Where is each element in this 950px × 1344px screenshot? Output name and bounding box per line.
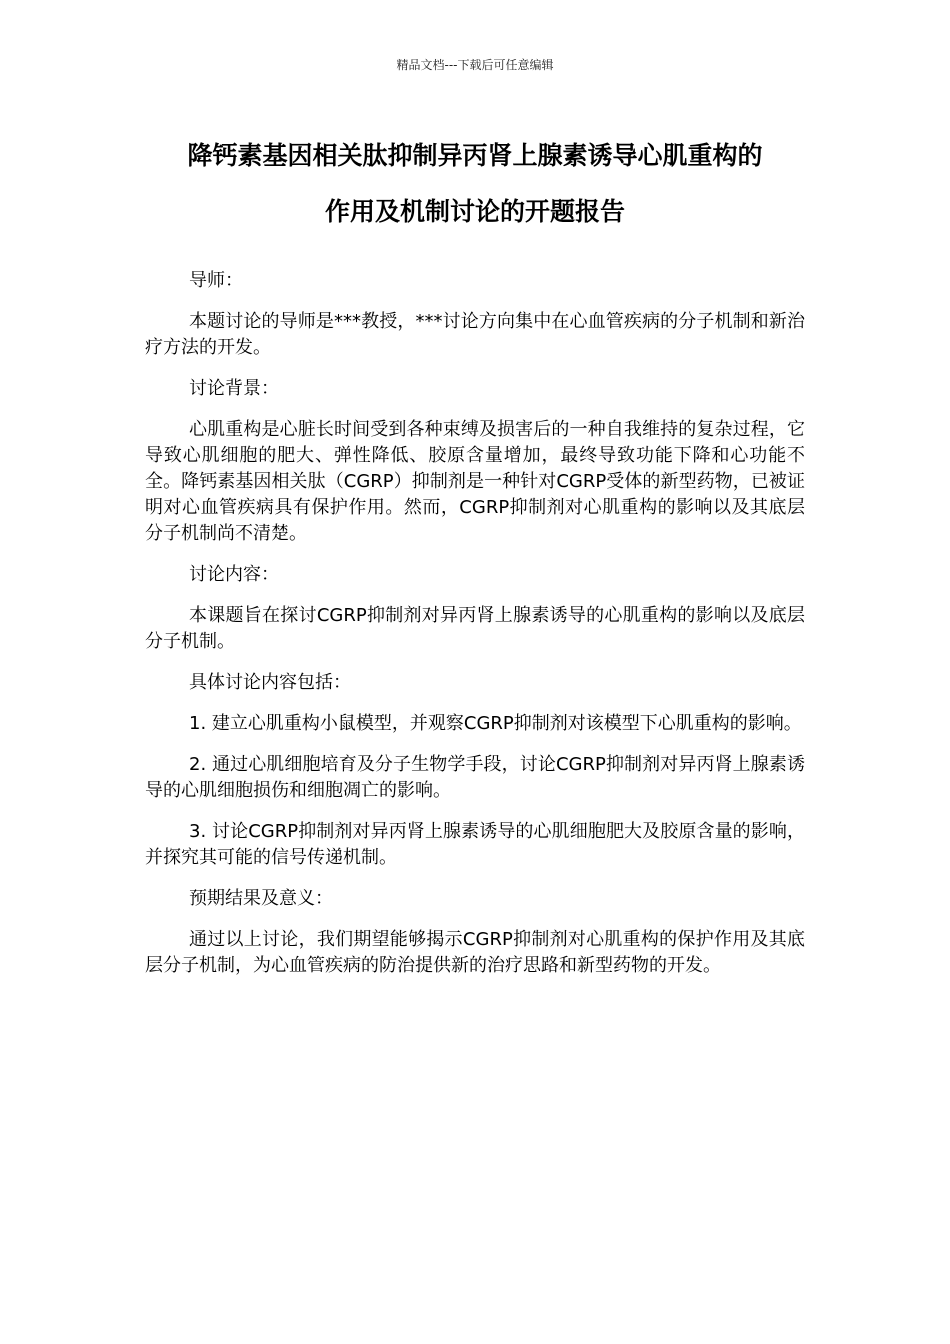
paragraph-content: 本课题旨在探讨CGRP抑制剂对异丙肾上腺素诱导的心肌重构的影响以及底层分子机制。 <box>145 605 805 652</box>
document-title-line-1: 降钙素基因相关肽抑制异丙肾上腺素诱导心肌重构的 <box>187 141 763 170</box>
section-heading-advisor: 导师： <box>189 270 243 291</box>
section-heading-expected-results: 预期结果及意义： <box>189 888 333 909</box>
section-heading-details: 具体讨论内容包括： <box>189 672 351 693</box>
paragraph-expected-results: 通过以上讨论，我们期望能够揭示CGRP抑制剂对心肌重构的保护作用及其底层分子机制，为心血管疾病的防治提供新的治疗思路和新型药物的开发。 <box>145 929 805 976</box>
section-heading-background: 讨论背景： <box>189 378 279 399</box>
document-body <box>145 268 805 994</box>
page-header-note: 精品文档---下载后可任意编辑 <box>396 58 554 72</box>
list-item-2: 2. 通过心肌细胞培育及分子生物学手段，讨论CGRP抑制剂对异丙肾上腺素诱导的心肌细胞损伤和细胞凋亡的影响。 <box>145 754 805 801</box>
list-item-1: 1. 建立心肌重构小鼠模型，并观察CGRP抑制剂对该模型下心肌重构的影响。 <box>189 713 802 734</box>
paragraph-background: 心肌重构是心脏长时间受到各种束缚及损害后的一种自我维持的复杂过程，它导致心肌细胞的肥大、弹性降低、胶原含量增加，最终导致功能下降和心功能不全。降钙素基因相关肽（CGRP）抑制剂是一种针对CGRP受体的新型药物，已被证明对心血管疾病具有保护作用。然而，CGRP抑制剂对心肌重构的影响以及其底层分子机制尚不清楚。 <box>145 419 805 544</box>
list-item-3: 3. 讨论CGRP抑制剂对异丙肾上腺素诱导的心肌细胞肥大及胶原含量的影响，并探究其可能的信号传递机制。 <box>145 821 805 868</box>
paragraph-advisor: 本题讨论的导师是***教授，***讨论方向集中在心血管疾病的分子机制和新治疗方法的开发。 <box>145 311 805 358</box>
section-heading-content: 讨论内容： <box>189 564 279 585</box>
document-title-line-2: 作用及机制讨论的开题报告 <box>324 197 625 226</box>
